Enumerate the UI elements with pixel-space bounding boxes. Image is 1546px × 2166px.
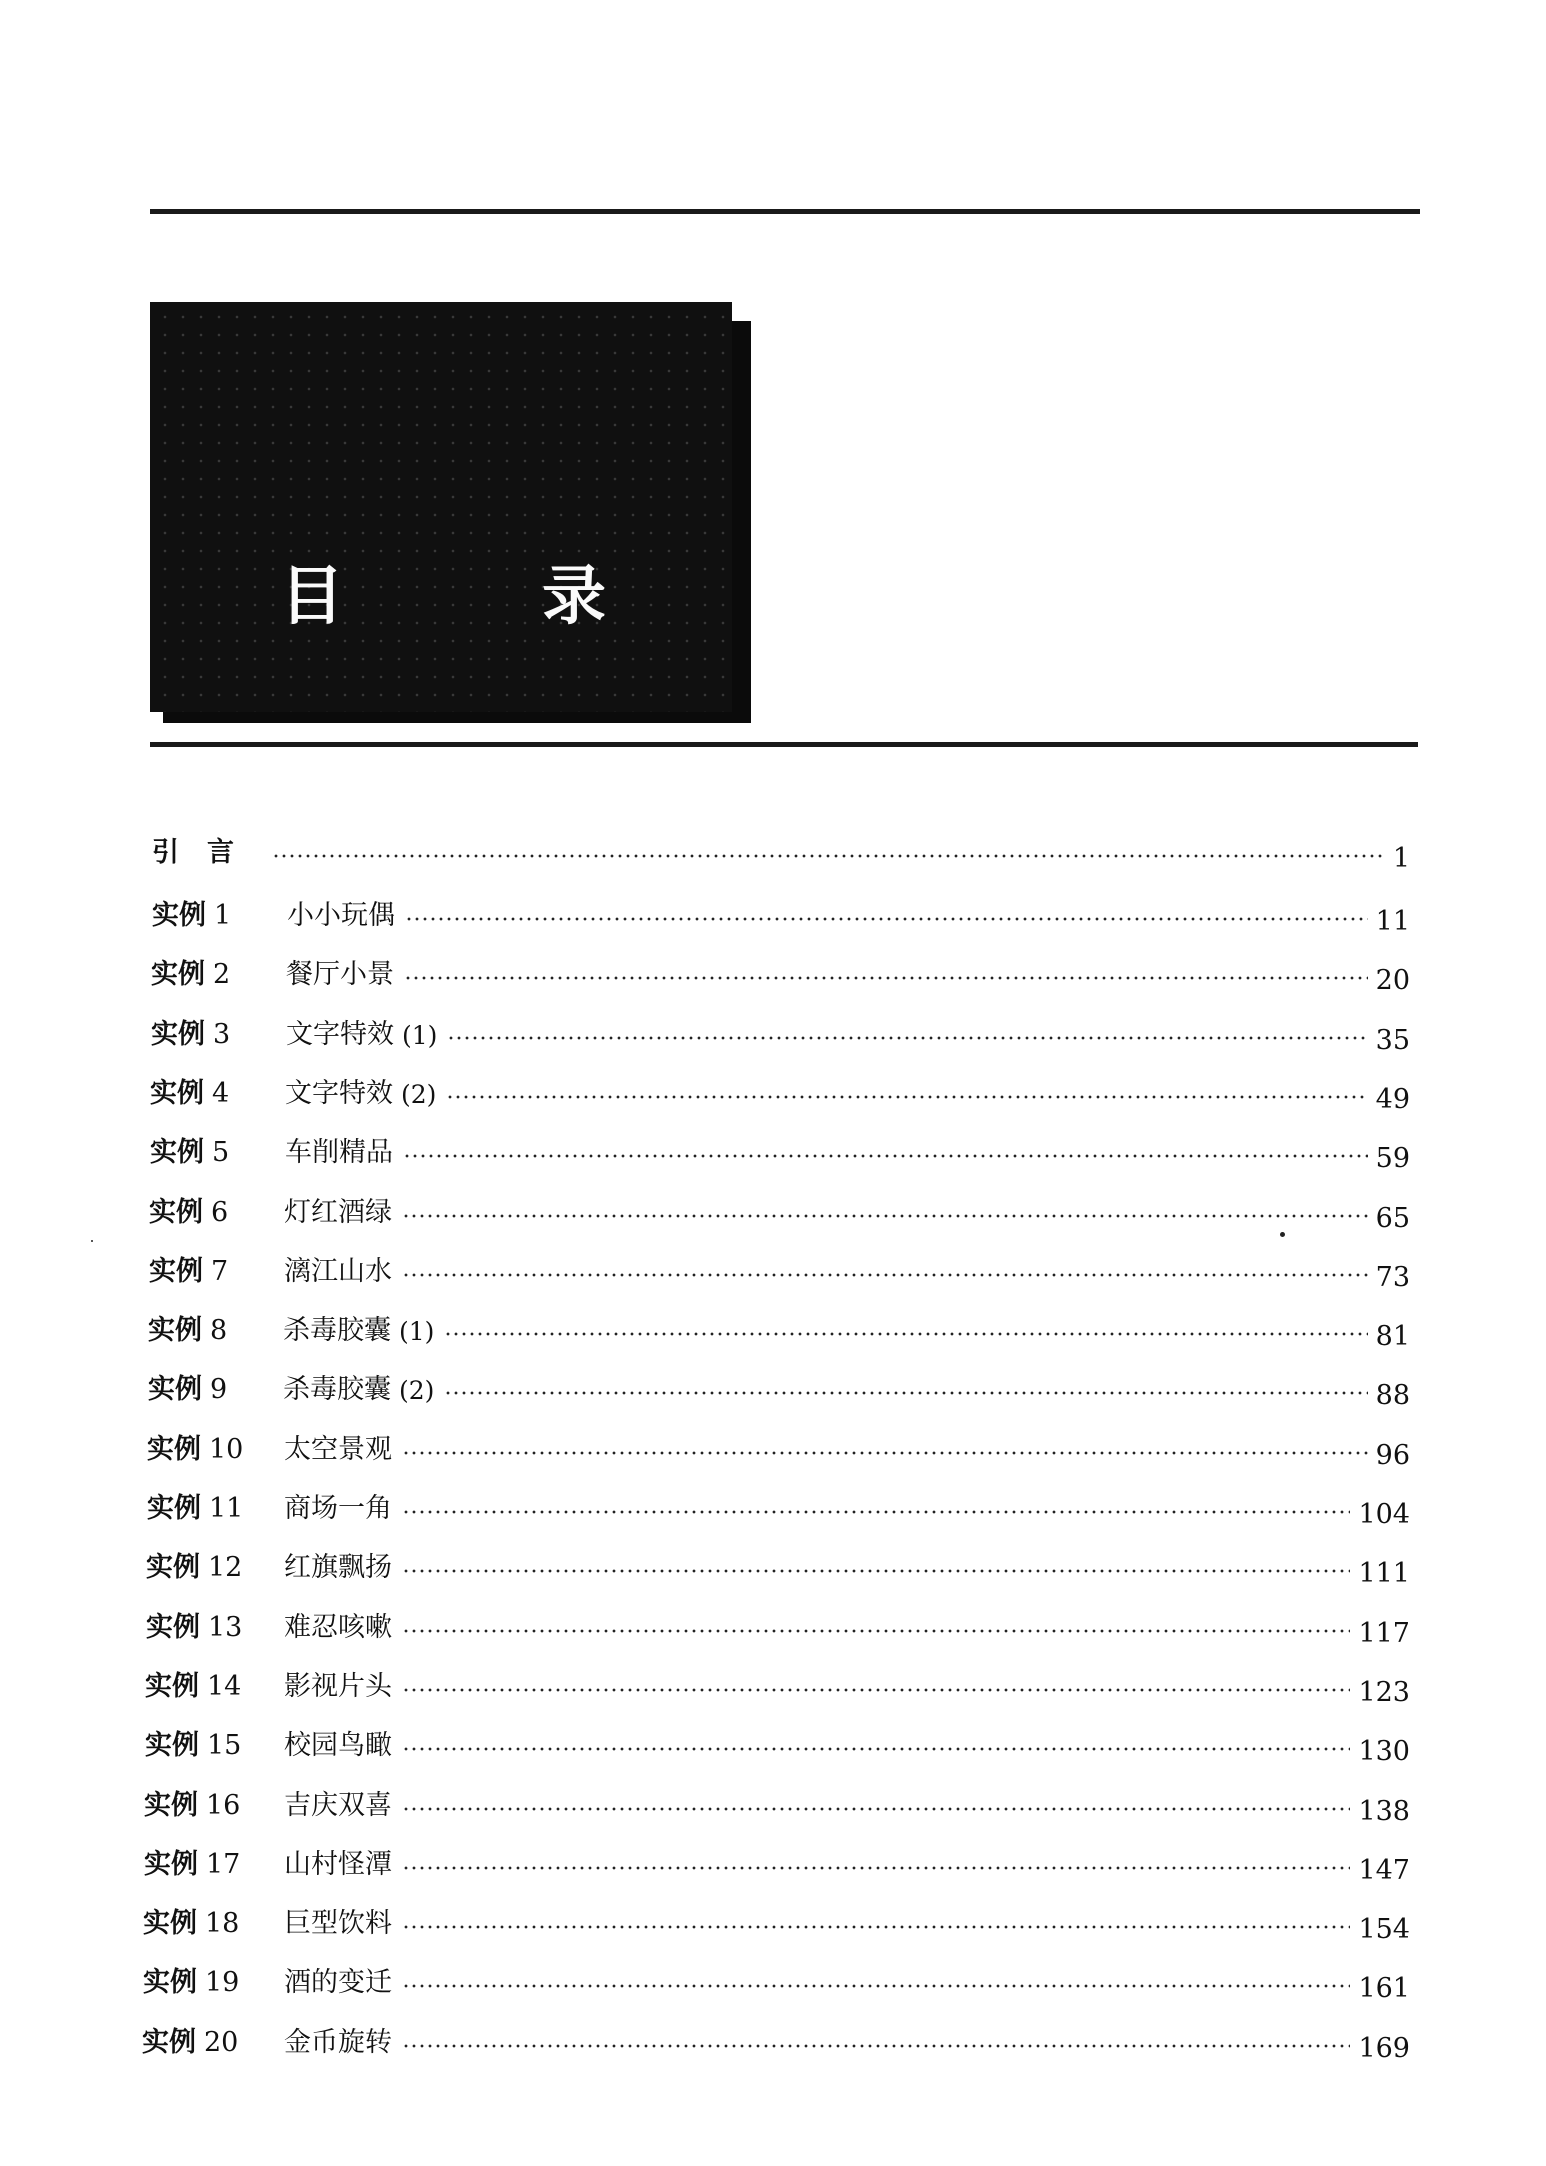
toc-entry-label [150,1139,285,1166]
toc-entry-row[interactable] [149,1182,1410,1234]
toc-entry-number: 7 [211,1256,229,1287]
toc-entry-title: 吉庆双喜 [284,1790,392,1821]
toc-leader [446,1095,1367,1099]
toc-entry-label [152,902,287,929]
toc-entry-number: 19 [205,1967,240,1998]
toc-entry-label [151,1021,286,1048]
toc-entry-number: 12 [208,1552,243,1583]
toc-entry-number: 3 [213,1019,231,1050]
toc-entry-row[interactable] [151,944,1410,996]
toc-entry-number: 20 [204,2027,239,2058]
toc-entry-label [151,961,286,988]
toc-page-number: 11 [1375,906,1410,937]
toc-entry-label [145,1732,284,1759]
toc-entry-title: 杀毒胶囊 [283,1374,391,1405]
toc-leader [404,976,1368,980]
toc-entry-title: 杀毒胶囊 [283,1315,391,1346]
toc-page-number: 73 [1375,1262,1410,1293]
toc-entry-label [146,1614,284,1641]
toc-page-number: 88 [1375,1380,1410,1411]
toc-leader [402,1214,1368,1218]
toc-page-number: 154 [1358,1914,1410,1945]
toc-entry-label [144,1851,284,1878]
toc-leader [402,1866,1350,1870]
toc-entry-prefix: 实例 [144,1790,198,1821]
toc-entry-title: 影视片头 [284,1671,392,1702]
toc-entry-prefix: 实例 [149,1197,203,1228]
toc-entry-label [148,1376,283,1403]
toc-page-number: 147 [1358,1855,1410,1886]
toc-leader [402,1510,1350,1514]
toc-entry-part: (2) [401,1080,437,1109]
toc-leader [444,1332,1367,1336]
toc-entry-prefix: 实例 [147,1493,201,1524]
toc-entry-prefix: 实例 [150,1137,204,1168]
toc-entry-prefix: 实例 [149,1256,203,1287]
toc-leader [402,1688,1350,1692]
toc-entry-title: 酒的变迁 [284,1967,392,1998]
toc-entry-label [146,1554,284,1581]
toc-leader [272,854,1385,858]
toc-entry-title: 校园鸟瞰 [284,1730,392,1761]
toc-entry-row[interactable] [149,1241,1410,1293]
toc-leader [402,2044,1350,2048]
toc-entry-number: 4 [212,1078,230,1109]
toc-leader [403,1154,1368,1158]
toc-entry-prefix: 实例 [145,1730,199,1761]
toc-leader [447,1036,1367,1040]
toc-entry-title: 太空景观 [284,1434,392,1465]
toc-entry-title: 餐厅小景 [286,959,394,990]
toc-entry-row[interactable] [147,1419,1410,1471]
toc-entry-prefix: 实例 [146,1612,200,1643]
toc-entry-prefix: 实例 [143,1967,197,1998]
toc-page-number: 111 [1358,1558,1410,1589]
heading-char-1: 目 [280,560,344,634]
toc-page-number: 169 [1358,2033,1410,2064]
toc-entry-title: 文字特效 [286,1019,394,1050]
toc-entry-number: 18 [205,1908,240,1939]
toc-entry-prefix: 实例 [146,1552,200,1583]
toc-page-number: 81 [1375,1321,1410,1352]
toc-entry-row[interactable] [148,1359,1410,1411]
toc-entry-row[interactable] [144,1775,1410,1827]
heading-char-2: 录 [542,560,606,634]
toc-entry-row[interactable] [148,1300,1410,1352]
toc-entry-number: 13 [208,1612,243,1643]
toc-leader [402,1807,1350,1811]
toc-entry-prefix: 实例 [151,1019,205,1050]
toc-page-number: 130 [1358,1736,1410,1767]
toc-page-number: 161 [1358,1973,1410,2004]
toc-intro-label: 引言 [152,837,262,868]
toc-leader [402,1569,1350,1573]
toc-entry-row[interactable] [151,1004,1410,1056]
toc-page-number: 96 [1375,1440,1410,1471]
toc-entry-part: (2) [399,1376,435,1405]
toc-leader [405,917,1368,921]
toc-leader [402,1273,1368,1277]
toc-entry-row[interactable] [147,1478,1410,1530]
toc-entry-title: 灯红酒绿 [284,1197,392,1228]
toc-entry-row[interactable] [146,1537,1410,1589]
toc-entry-prefix: 实例 [143,1908,197,1939]
toc-entry-row[interactable] [150,1063,1410,1115]
toc-entry-row[interactable] [143,1893,1410,1945]
toc-leader [402,1629,1350,1633]
scan-speck [91,1240,93,1242]
toc-page-number: 138 [1358,1796,1410,1827]
toc-entry-title: 漓江山水 [284,1256,392,1287]
toc-entry-label [149,1258,284,1285]
toc-entry-prefix: 实例 [152,900,206,931]
scan-speck [1280,1232,1285,1237]
toc-entry-number: 2 [213,959,231,990]
toc-entry-label [150,1080,285,1107]
toc-page-number: 1 [1392,843,1410,874]
toc-entry-row[interactable] [142,2012,1410,2064]
toc-entry-title: 红旗飘扬 [284,1552,392,1583]
toc-entry-row[interactable] [145,1656,1410,1708]
toc-leader [402,1984,1350,1988]
toc-entry-number: 10 [209,1434,244,1465]
toc-entry-label [148,1317,283,1344]
toc-entry-title: 山村怪潭 [284,1849,392,1880]
toc-entry-row[interactable] [144,1834,1410,1886]
toc-entry-prefix: 实例 [142,2027,196,2058]
toc-entry-number: 16 [206,1790,241,1821]
toc-entry-part: (1) [402,1021,438,1050]
toc-entry-number: 5 [212,1137,230,1168]
toc-entry-prefix: 实例 [145,1671,199,1702]
toc-entry-part: (1) [399,1317,435,1346]
toc-entry-row[interactable] [143,1952,1410,2004]
toc-entry-number: 11 [209,1493,244,1524]
toc-entry-row[interactable] [150,1122,1410,1174]
toc-entry-prefix: 实例 [147,1434,201,1465]
toc-leader [402,1925,1350,1929]
toc-entry-label [143,1969,284,1996]
toc-entry-label [144,1792,284,1819]
toc-entry-label [142,2029,284,2056]
toc-entry-number: 15 [207,1730,242,1761]
toc-leader [444,1391,1367,1395]
toc-intro-row[interactable] [152,822,1410,874]
toc-entry-number: 8 [210,1315,228,1346]
toc-entry-number: 6 [211,1197,229,1228]
toc-entry-prefix: 实例 [144,1849,198,1880]
toc-entry-title: 巨型饮料 [284,1908,392,1939]
toc-entry-number: 1 [214,900,232,931]
toc-leader [402,1451,1368,1455]
toc-entry-title: 文字特效 [285,1078,393,1109]
toc-page-number: 65 [1375,1203,1410,1234]
toc-page-number: 104 [1358,1499,1410,1530]
toc-entry-label [147,1495,284,1522]
toc-entry-prefix: 实例 [148,1374,202,1405]
toc-entry-prefix: 实例 [151,959,205,990]
toc-entry-title: 金币旋转 [284,2027,392,2058]
toc-leader [402,1747,1350,1751]
toc-entry-number: 17 [206,1849,241,1880]
toc-page-number: 117 [1358,1618,1410,1649]
toc-entry-row[interactable] [152,885,1410,937]
toc-entry-title: 车削精品 [285,1137,393,1168]
toc-entry-title: 难忍咳嗽 [284,1612,392,1643]
toc-page-number: 20 [1375,965,1410,996]
toc-page-number: 35 [1375,1025,1410,1056]
toc-page-number: 59 [1375,1143,1410,1174]
toc-page-number: 123 [1358,1677,1410,1708]
toc-page-number: 49 [1375,1084,1410,1115]
toc-entry-title: 小小玩偶 [287,900,395,931]
toc-entry-row[interactable] [146,1597,1410,1649]
toc-entry-number: 14 [207,1671,242,1702]
toc-entry-label [145,1673,284,1700]
toc-entry-prefix: 实例 [148,1315,202,1346]
toc-entry-row[interactable] [145,1715,1410,1767]
toc-entry-label [143,1910,284,1937]
toc-entry-title: 商场一角 [284,1493,392,1524]
toc-entry-number: 9 [210,1374,228,1405]
toc-entry-label [149,1199,284,1226]
toc-entry-label [147,1436,284,1463]
toc-entry-prefix: 实例 [150,1078,204,1109]
